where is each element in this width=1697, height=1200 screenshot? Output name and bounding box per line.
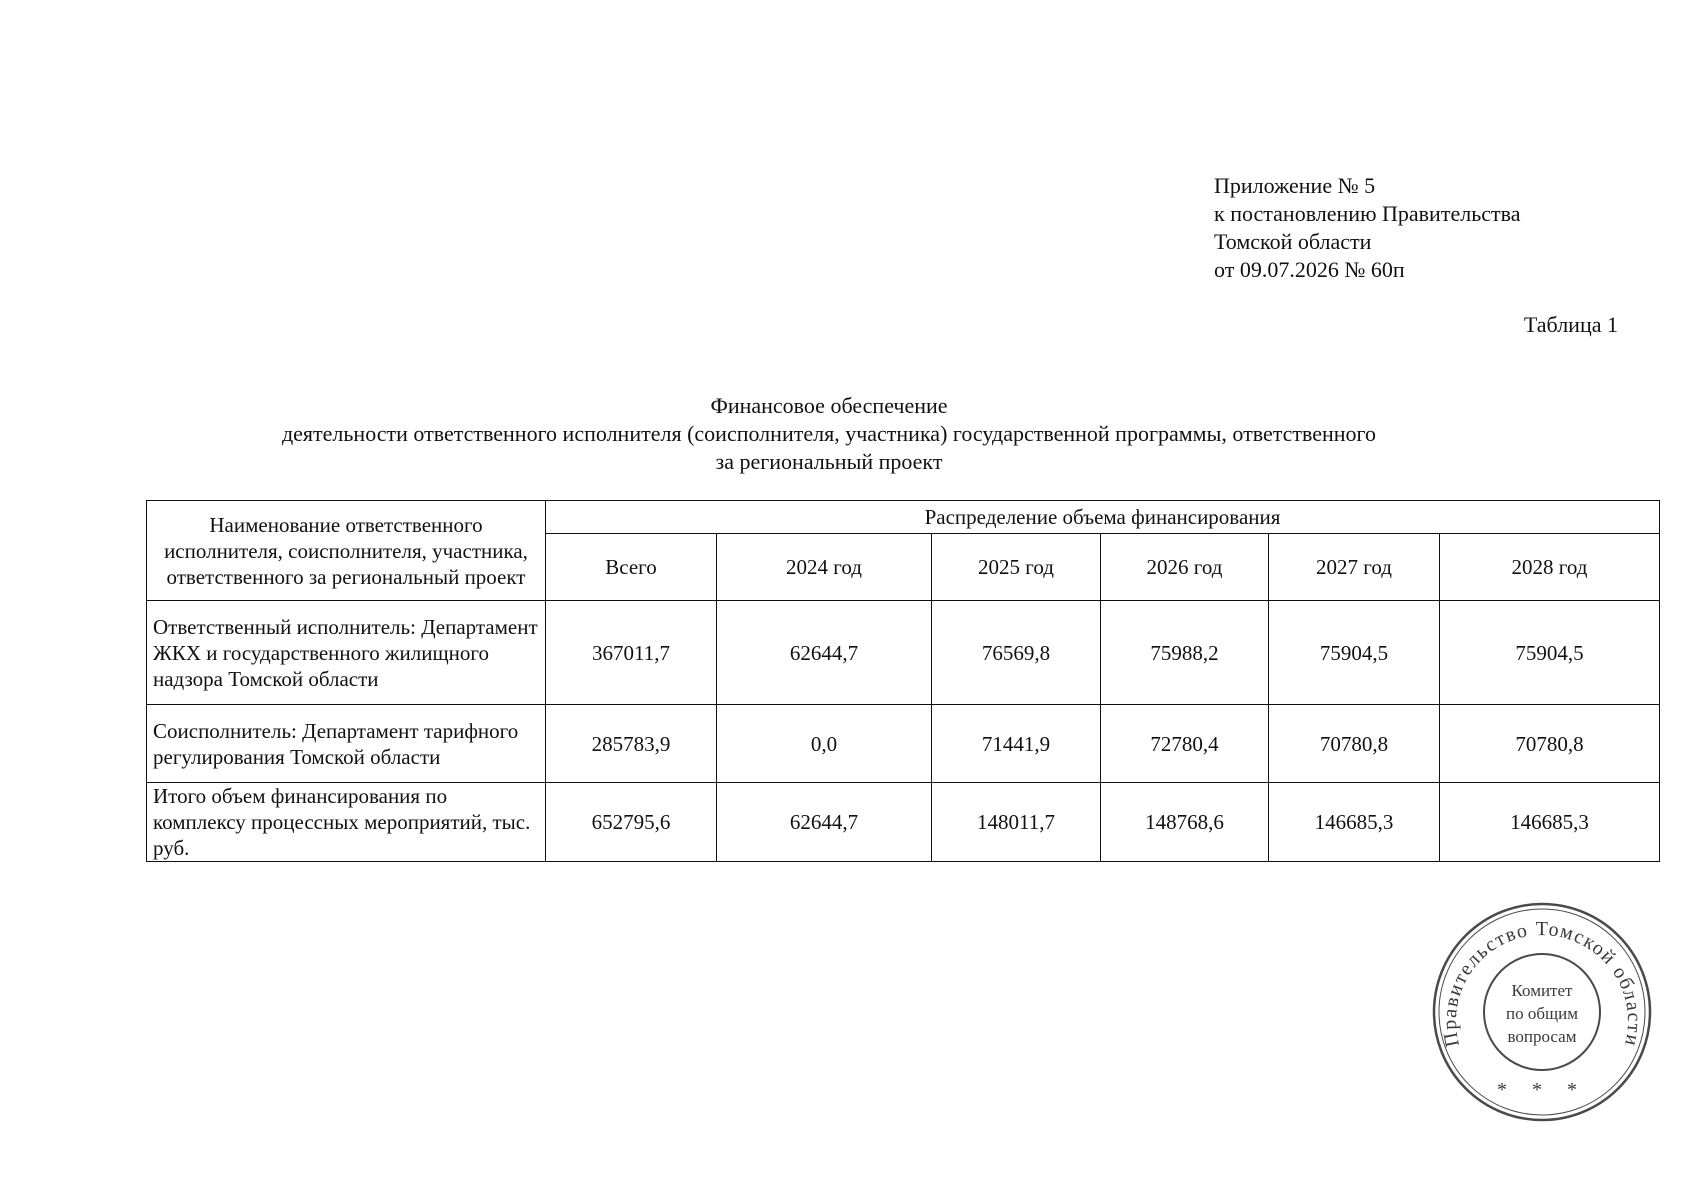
title-line-3: за региональный проект [715,449,943,474]
title-line-1: Финансовое обеспечение [710,393,948,418]
cell-2028: 75904,5 [1440,601,1660,705]
stamp-center-line-1: Комитет [1511,981,1573,1000]
stamp-center-line-2: по общим [1506,1004,1578,1023]
cell-2026: 148768,6 [1101,783,1269,862]
table-row [147,601,1660,705]
title-line-2: деятельности ответственного исполнителя (соисполнителя, участника) государственной программы, ответственного [281,421,1377,446]
stamp-center-line-3: вопросам [1507,1027,1577,1046]
appendix-line-4: от 09.07.2026 № 60п [1214,257,1405,282]
cell-2027: 75904,5 [1269,601,1440,705]
financing-table [146,500,1660,862]
table-row-total [147,783,1660,862]
appendix-line-1: Приложение № 5 [1214,173,1376,198]
column-header-2027: 2027 год [1269,534,1440,601]
cell-2024: 62644,7 [717,601,932,705]
appendix-block [1214,172,1520,284]
cell-total: 367011,7 [546,601,717,705]
name-column-header: Наименование ответственного исполнителя, соисполнителя, участника, ответственного за региональный проект [147,501,546,601]
cell-2026: 72780,4 [1101,705,1269,783]
cell-2024: 0,0 [717,705,932,783]
cell-2024: 62644,7 [717,783,932,862]
cell-2026: 75988,2 [1101,601,1269,705]
distribution-header: Распределение объема финансирования [546,501,1660,534]
stamp-ring-text: Правительство Томской области [1438,918,1646,1050]
cell-total: 652795,6 [546,783,717,862]
cell-2027: 70780,8 [1269,705,1440,783]
cell-total: 285783,9 [546,705,717,783]
table-label: Таблица 1 [1523,312,1618,337]
stamp-stars: * * * [1497,1079,1587,1101]
appendix-line-3: Томской области [1214,229,1372,254]
appendix-line-2: к постановлению Правительства [1214,201,1521,226]
row-name: Итого объем финансирования по комплексу процессных мероприятий, тыс. руб. [147,783,546,862]
column-header-2028: 2028 год [1440,534,1660,601]
column-header-2024: 2024 год [717,534,932,601]
column-header-2026: 2026 год [1101,534,1269,601]
row-name: Соисполнитель: Департамент тарифного регулирования Томской области [147,705,546,783]
cell-2028: 146685,3 [1440,783,1660,862]
column-header-total: Всего [546,534,717,601]
row-name: Ответственный исполнитель: Департамент ЖКХ и государственного жилищного надзора Томской области [147,601,546,705]
column-header-2025: 2025 год [932,534,1101,601]
document-title [146,392,1512,476]
cell-2025: 148011,7 [932,783,1101,862]
cell-2028: 70780,8 [1440,705,1660,783]
cell-2025: 71441,9 [932,705,1101,783]
cell-2025: 76569,8 [932,601,1101,705]
table-row [147,705,1660,783]
cell-2027: 146685,3 [1269,783,1440,862]
official-stamp [1430,900,1654,1124]
